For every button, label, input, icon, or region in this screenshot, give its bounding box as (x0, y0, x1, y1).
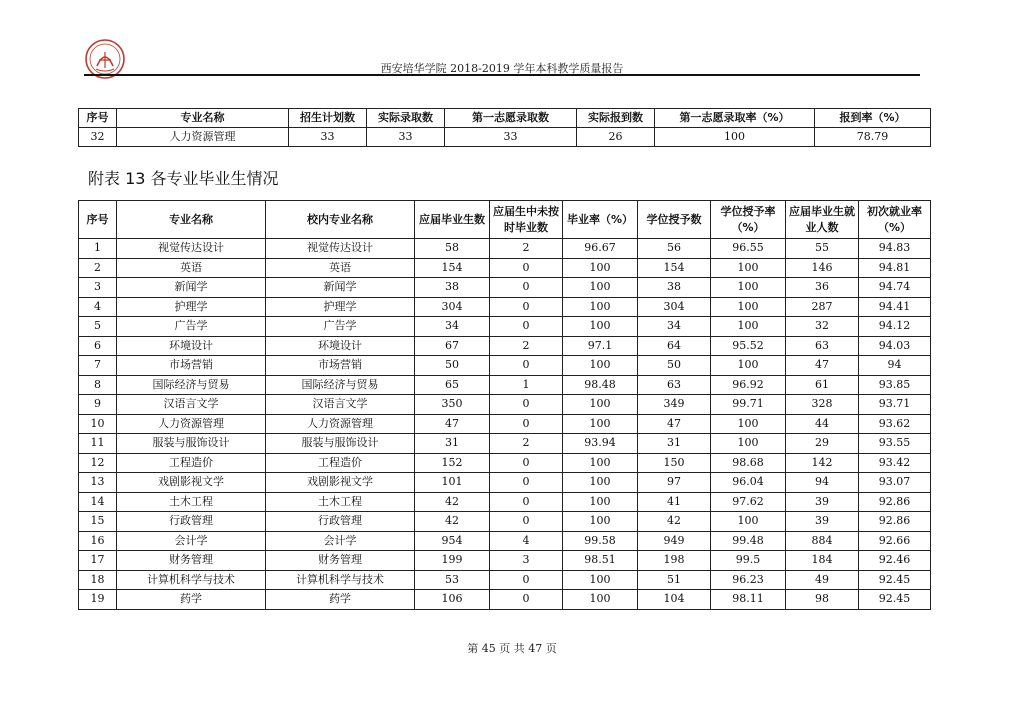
table-cell: 2 (490, 434, 563, 454)
table-cell: 工程造价 (117, 453, 266, 473)
table-cell: 38 (638, 278, 711, 298)
table-cell: 13 (79, 473, 117, 493)
table-cell: 10 (79, 414, 117, 434)
table-cell: 100 (563, 278, 638, 298)
column-header: 应届毕业生就业人数 (786, 201, 859, 239)
table-header-row (79, 201, 931, 239)
graduates-table (78, 200, 931, 610)
table-cell: 0 (490, 492, 563, 512)
table-cell: 100 (711, 258, 786, 278)
table-cell: 0 (490, 278, 563, 298)
table-row (79, 570, 931, 590)
table-cell: 4 (79, 297, 117, 317)
table-cell: 2 (79, 258, 117, 278)
table-cell: 视觉传达设计 (117, 239, 266, 259)
table-cell: 34 (415, 317, 490, 337)
table-cell: 50 (415, 356, 490, 376)
document-header-title: 西安培华学院 2018-2019 学年本科教学质量报告 (380, 62, 624, 75)
table-cell: 100 (711, 317, 786, 337)
table-cell: 服装与服饰设计 (117, 434, 266, 454)
table-cell: 5 (79, 317, 117, 337)
table-cell: 350 (415, 395, 490, 415)
table-cell: 51 (638, 570, 711, 590)
table-cell: 环境设计 (117, 336, 266, 356)
table-cell: 6 (79, 336, 117, 356)
table-cell: 95.52 (711, 336, 786, 356)
table-header-row (79, 109, 931, 128)
table-cell: 36 (786, 278, 859, 298)
table-cell: 94.83 (859, 239, 931, 259)
table-cell: 32 (79, 128, 117, 147)
table-cell: 94 (786, 473, 859, 493)
table-cell: 63 (786, 336, 859, 356)
table-cell: 100 (711, 356, 786, 376)
table-row (79, 375, 931, 395)
table-cell: 19 (79, 590, 117, 610)
table-cell: 广告学 (266, 317, 415, 337)
column-header: 学位授予率（%） (711, 201, 786, 239)
table-cell: 100 (711, 278, 786, 298)
table-cell: 7 (79, 356, 117, 376)
table-cell: 会计学 (117, 531, 266, 551)
column-header: 报到率（%） (815, 109, 931, 128)
table-cell: 广告学 (117, 317, 266, 337)
table-row (79, 395, 931, 415)
table-cell: 93.42 (859, 453, 931, 473)
table-cell: 93.62 (859, 414, 931, 434)
table-cell: 100 (563, 297, 638, 317)
table-cell: 14 (79, 492, 117, 512)
table-row (79, 512, 931, 532)
table-cell: 96.04 (711, 473, 786, 493)
table-cell: 56 (638, 239, 711, 259)
table-cell: 0 (490, 590, 563, 610)
table-cell: 94.81 (859, 258, 931, 278)
table-cell: 100 (563, 356, 638, 376)
table-cell: 98 (786, 590, 859, 610)
table-cell: 9 (79, 395, 117, 415)
table-cell: 47 (638, 414, 711, 434)
table-cell: 154 (415, 258, 490, 278)
table-cell: 0 (490, 453, 563, 473)
table-cell: 15 (79, 512, 117, 532)
column-header: 应届毕业生数 (415, 201, 490, 239)
table-cell: 戏剧影视文学 (117, 473, 266, 493)
table-cell: 287 (786, 297, 859, 317)
table-cell: 市场营销 (117, 356, 266, 376)
table-row (79, 414, 931, 434)
table-cell: 96.67 (563, 239, 638, 259)
section-title: 附表 13 各专业毕业生情况 (88, 169, 279, 188)
table-cell: 0 (490, 512, 563, 532)
table-cell: 4 (490, 531, 563, 551)
table-cell: 财务管理 (117, 551, 266, 571)
table-cell: 11 (79, 434, 117, 454)
table-cell: 97.62 (711, 492, 786, 512)
table-cell: 34 (638, 317, 711, 337)
table-cell: 药学 (117, 590, 266, 610)
table-cell: 2 (490, 336, 563, 356)
table-cell: 39 (786, 512, 859, 532)
table-cell: 行政管理 (117, 512, 266, 532)
table-cell: 3 (79, 278, 117, 298)
table-cell: 65 (415, 375, 490, 395)
table-row (79, 453, 931, 473)
table-cell: 100 (563, 258, 638, 278)
table-cell: 42 (415, 492, 490, 512)
header-divider (84, 74, 920, 76)
table-row (79, 356, 931, 376)
table-cell: 63 (638, 375, 711, 395)
table-cell: 98.68 (711, 453, 786, 473)
column-header: 校内专业名称 (266, 201, 415, 239)
column-header: 学位授予数 (638, 201, 711, 239)
table-cell: 55 (786, 239, 859, 259)
table-cell: 26 (577, 128, 655, 147)
table-cell: 64 (638, 336, 711, 356)
table-cell: 93.55 (859, 434, 931, 454)
table-cell: 0 (490, 317, 563, 337)
column-header: 毕业率（%） (563, 201, 638, 239)
table-cell: 31 (638, 434, 711, 454)
table-row (79, 434, 931, 454)
table-row (79, 297, 931, 317)
table-cell: 99.5 (711, 551, 786, 571)
table-cell: 954 (415, 531, 490, 551)
column-header: 序号 (79, 109, 117, 128)
table-cell: 884 (786, 531, 859, 551)
table-cell: 17 (79, 551, 117, 571)
table-cell: 99.71 (711, 395, 786, 415)
table-cell: 护理学 (117, 297, 266, 317)
table-cell: 0 (490, 473, 563, 493)
table-cell: 33 (367, 128, 445, 147)
table-row (79, 278, 931, 298)
column-header: 专业名称 (117, 201, 266, 239)
table-cell: 31 (415, 434, 490, 454)
table-cell: 环境设计 (266, 336, 415, 356)
table-cell: 100 (563, 473, 638, 493)
table-cell: 53 (415, 570, 490, 590)
table-cell: 服装与服饰设计 (266, 434, 415, 454)
table-row (79, 317, 931, 337)
table-cell: 汉语言文学 (266, 395, 415, 415)
table-cell: 38 (415, 278, 490, 298)
table-cell: 药学 (266, 590, 415, 610)
table-cell: 93.94 (563, 434, 638, 454)
table-cell: 计算机科学与技术 (117, 570, 266, 590)
table-cell: 会计学 (266, 531, 415, 551)
table-cell: 199 (415, 551, 490, 571)
table-cell: 护理学 (266, 297, 415, 317)
table-cell: 100 (563, 414, 638, 434)
table-cell: 0 (490, 297, 563, 317)
table-cell: 98.51 (563, 551, 638, 571)
table-cell: 100 (563, 590, 638, 610)
table-cell: 8 (79, 375, 117, 395)
table-row (79, 473, 931, 493)
table-cell: 100 (563, 317, 638, 337)
table-cell: 人力资源管理 (117, 414, 266, 434)
table-cell: 92.66 (859, 531, 931, 551)
table-cell: 93.85 (859, 375, 931, 395)
table-cell: 101 (415, 473, 490, 493)
table-cell: 32 (786, 317, 859, 337)
table-cell: 328 (786, 395, 859, 415)
column-header: 实际录取数 (367, 109, 445, 128)
column-header: 实际报到数 (577, 109, 655, 128)
table-cell: 150 (638, 453, 711, 473)
table-cell: 94 (859, 356, 931, 376)
table-cell: 英语 (266, 258, 415, 278)
table-cell: 39 (786, 492, 859, 512)
table-cell: 94.12 (859, 317, 931, 337)
table-cell: 12 (79, 453, 117, 473)
table-cell: 349 (638, 395, 711, 415)
table-cell: 92.45 (859, 590, 931, 610)
table-cell: 152 (415, 453, 490, 473)
table-cell: 47 (786, 356, 859, 376)
table-row (79, 128, 931, 147)
table-cell: 工程造价 (266, 453, 415, 473)
table-cell: 146 (786, 258, 859, 278)
table-cell: 92.86 (859, 512, 931, 532)
table-cell: 100 (563, 512, 638, 532)
table-cell: 61 (786, 375, 859, 395)
table-cell: 98.48 (563, 375, 638, 395)
table-cell: 100 (711, 512, 786, 532)
table-cell: 94.03 (859, 336, 931, 356)
table-cell: 市场营销 (266, 356, 415, 376)
table-cell: 100 (563, 395, 638, 415)
table-cell: 304 (415, 297, 490, 317)
table-cell: 100 (711, 434, 786, 454)
table-cell: 44 (786, 414, 859, 434)
table-cell: 78.79 (815, 128, 931, 147)
column-header: 第一志愿录取数 (445, 109, 577, 128)
table-row (79, 531, 931, 551)
table-cell: 计算机科学与技术 (266, 570, 415, 590)
table-cell: 新闻学 (117, 278, 266, 298)
table-cell: 96.92 (711, 375, 786, 395)
table-cell: 土木工程 (117, 492, 266, 512)
table-cell: 汉语言文学 (117, 395, 266, 415)
table-cell: 人力资源管理 (266, 414, 415, 434)
column-header: 第一志愿录取率（%） (655, 109, 815, 128)
page-number-footer: 第 45 页 共 47 页 (467, 642, 557, 655)
table-cell: 154 (638, 258, 711, 278)
table-cell: 16 (79, 531, 117, 551)
column-header: 应届生中未按时毕业数 (490, 201, 563, 239)
table-cell: 人力资源管理 (117, 128, 289, 147)
table-cell: 304 (638, 297, 711, 317)
table-cell: 99.58 (563, 531, 638, 551)
table-cell: 96.55 (711, 239, 786, 259)
table-cell: 93.07 (859, 473, 931, 493)
column-header: 招生计划数 (289, 109, 367, 128)
table-row (79, 239, 931, 259)
table-cell: 0 (490, 258, 563, 278)
table-cell: 1 (490, 375, 563, 395)
table-row (79, 551, 931, 571)
table-cell: 58 (415, 239, 490, 259)
table-cell: 100 (711, 297, 786, 317)
table-cell: 行政管理 (266, 512, 415, 532)
table-cell: 99.48 (711, 531, 786, 551)
table-cell: 100 (655, 128, 815, 147)
table-cell: 67 (415, 336, 490, 356)
table-cell: 97 (638, 473, 711, 493)
table-cell: 0 (490, 395, 563, 415)
table-cell: 33 (289, 128, 367, 147)
table-cell: 106 (415, 590, 490, 610)
table-cell: 国际经济与贸易 (266, 375, 415, 395)
table-cell: 土木工程 (266, 492, 415, 512)
table-cell: 50 (638, 356, 711, 376)
table-cell: 0 (490, 414, 563, 434)
table-cell: 0 (490, 570, 563, 590)
table-cell: 142 (786, 453, 859, 473)
column-header: 初次就业率（%） (859, 201, 931, 239)
table-cell: 新闻学 (266, 278, 415, 298)
table-cell: 97.1 (563, 336, 638, 356)
enrollment-table-continued (78, 108, 931, 147)
table-cell: 93.71 (859, 395, 931, 415)
table-cell: 财务管理 (266, 551, 415, 571)
table-cell: 1 (79, 239, 117, 259)
table-cell: 92.45 (859, 570, 931, 590)
table-cell: 198 (638, 551, 711, 571)
table-cell: 100 (563, 492, 638, 512)
table-cell: 国际经济与贸易 (117, 375, 266, 395)
table-cell: 33 (445, 128, 577, 147)
table-cell: 92.46 (859, 551, 931, 571)
table-cell: 100 (711, 414, 786, 434)
table-cell: 18 (79, 570, 117, 590)
table-cell: 英语 (117, 258, 266, 278)
table-cell: 96.23 (711, 570, 786, 590)
table-cell: 戏剧影视文学 (266, 473, 415, 493)
table-cell: 47 (415, 414, 490, 434)
table-cell: 0 (490, 356, 563, 376)
table-cell: 49 (786, 570, 859, 590)
table-row (79, 258, 931, 278)
table-row (79, 492, 931, 512)
table-cell: 视觉传达设计 (266, 239, 415, 259)
table-cell: 100 (563, 453, 638, 473)
column-header: 序号 (79, 201, 117, 239)
table-cell: 41 (638, 492, 711, 512)
table-row (79, 590, 931, 610)
table-cell: 92.86 (859, 492, 931, 512)
table-cell: 94.41 (859, 297, 931, 317)
table-cell: 104 (638, 590, 711, 610)
table-cell: 3 (490, 551, 563, 571)
table-cell: 98.11 (711, 590, 786, 610)
table-cell: 184 (786, 551, 859, 571)
table-cell: 100 (563, 570, 638, 590)
table-row (79, 336, 931, 356)
column-header: 专业名称 (117, 109, 289, 128)
table-cell: 29 (786, 434, 859, 454)
table-cell: 94.74 (859, 278, 931, 298)
table-cell: 949 (638, 531, 711, 551)
table-cell: 2 (490, 239, 563, 259)
table-cell: 42 (415, 512, 490, 532)
table-cell: 42 (638, 512, 711, 532)
